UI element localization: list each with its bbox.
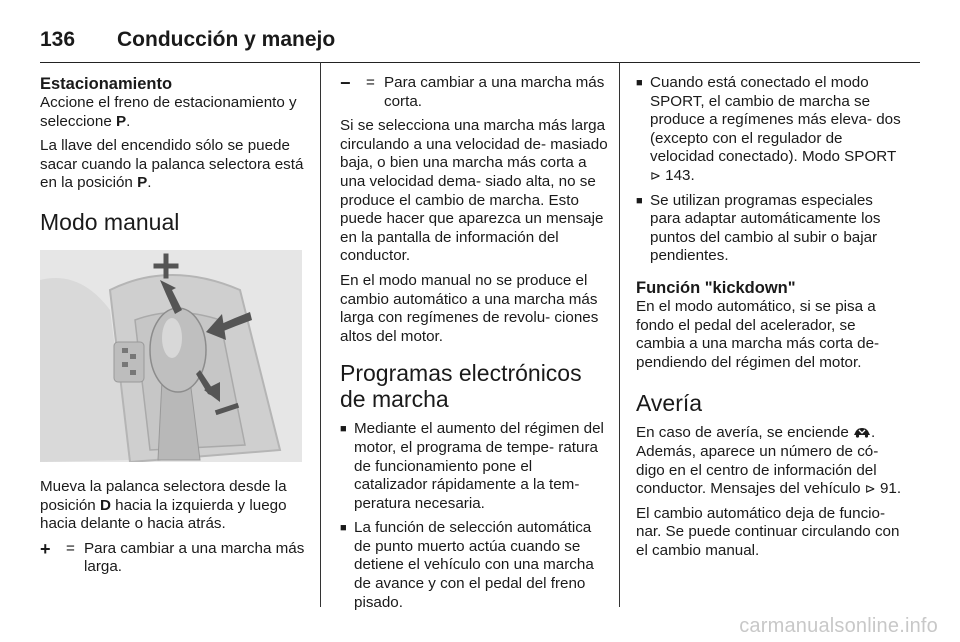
square-bullet-icon: ■	[340, 522, 347, 535]
minus-icon: −	[340, 73, 351, 93]
page-number: 136	[40, 28, 76, 51]
heading-fault: Avería	[636, 390, 703, 417]
paragraph: Si se selecciona una marcha más larga circulando a una velocidad de- masiado baja, o bien una marcha más corta a una velocidad dema- siado alta, no se produce el cambio de marcha. Esto puede hacer que aparezca un mensaje en la pantalla de información del conductor.	[340, 117, 608, 265]
reference-arrow-icon: ⊳	[864, 481, 876, 497]
heading-parking: Estacionamiento	[40, 75, 173, 93]
list-item: ■ Cuando está conectado el modo SPORT, el cambio de marcha se produce a regímenes más eleva- dos (excepto con el regulador de velocidad conectado). Modo SPORT ⊳ 143.	[636, 74, 901, 184]
column-divider	[320, 62, 321, 607]
heading-manual-mode: Modo manual	[40, 208, 180, 235]
paragraph: Mueva la palanca selectora desde la posición D hacia la izquierda y luego hacia delante o hacia atrás.	[40, 477, 287, 533]
page-header	[40, 18, 920, 63]
plus-icon: +	[40, 538, 51, 559]
paragraph: La llave del encendido sólo se puede sacar cuando la palanca selectora está en la posición P.	[40, 137, 304, 192]
heading-electronic-programs: Programas electrónicos de marcha	[340, 360, 582, 413]
watermark: carmanualsonline.info	[739, 615, 938, 637]
square-bullet-icon: ■	[340, 423, 347, 436]
car-fault-icon	[853, 425, 871, 437]
page-title: Conducción y manejo	[117, 28, 336, 51]
heading-kickdown: Función "kickdown"	[636, 278, 796, 297]
column-3	[636, 74, 906, 566]
paragraph: En el modo automático, si se pisa a fondo el pedal del acelerador, se cambia a una marcha más corta de- pendiendo del régimen del motor.	[636, 297, 880, 371]
reference-arrow-icon: ⊳	[650, 167, 661, 183]
paragraph: En caso de avería, se enciende . Además, aparece un número de có- digo en el centro de información del conductor. Mensajes del vehículo ⊳ 91.	[636, 424, 902, 498]
list-item: ■ Mediante el aumento del régimen del motor, el programa de tempe- ratura de funcionamiento pone el catalizador rápidamente a la tem- peratura necesaria.	[340, 420, 604, 512]
definition-plus: + = Para cambiar a una marcha más larga.	[40, 538, 305, 576]
definition-minus: − = Para cambiar a una marcha más corta.	[340, 73, 605, 110]
column-divider	[619, 62, 620, 607]
column-2	[340, 74, 608, 618]
paragraph: El cambio automático deja de funcio- nar. Se puede continuar circulando con el cambio manual.	[636, 504, 900, 559]
list-item: ■ Se utilizan programas especiales para adaptar automáticamente los puntos del cambio al subir o bajar pendientes.	[636, 191, 881, 265]
paragraph: Accione el freno de estacionamiento y seleccione P.	[40, 94, 297, 130]
list-item: ■ La función de selección automática de punto muerto actúa cuando se detiene el vehículo con una marcha de avance y con el pedal del freno pisado.	[340, 519, 594, 611]
square-bullet-icon: ■	[636, 194, 643, 207]
column-1	[40, 74, 308, 583]
paragraph: En el modo manual no se produce el cambio automático a una marcha más larga con regímenes de revolu- ciones altos del motor.	[340, 271, 599, 345]
square-bullet-icon: ■	[636, 77, 643, 89]
gear-selector-illustration	[40, 250, 302, 462]
